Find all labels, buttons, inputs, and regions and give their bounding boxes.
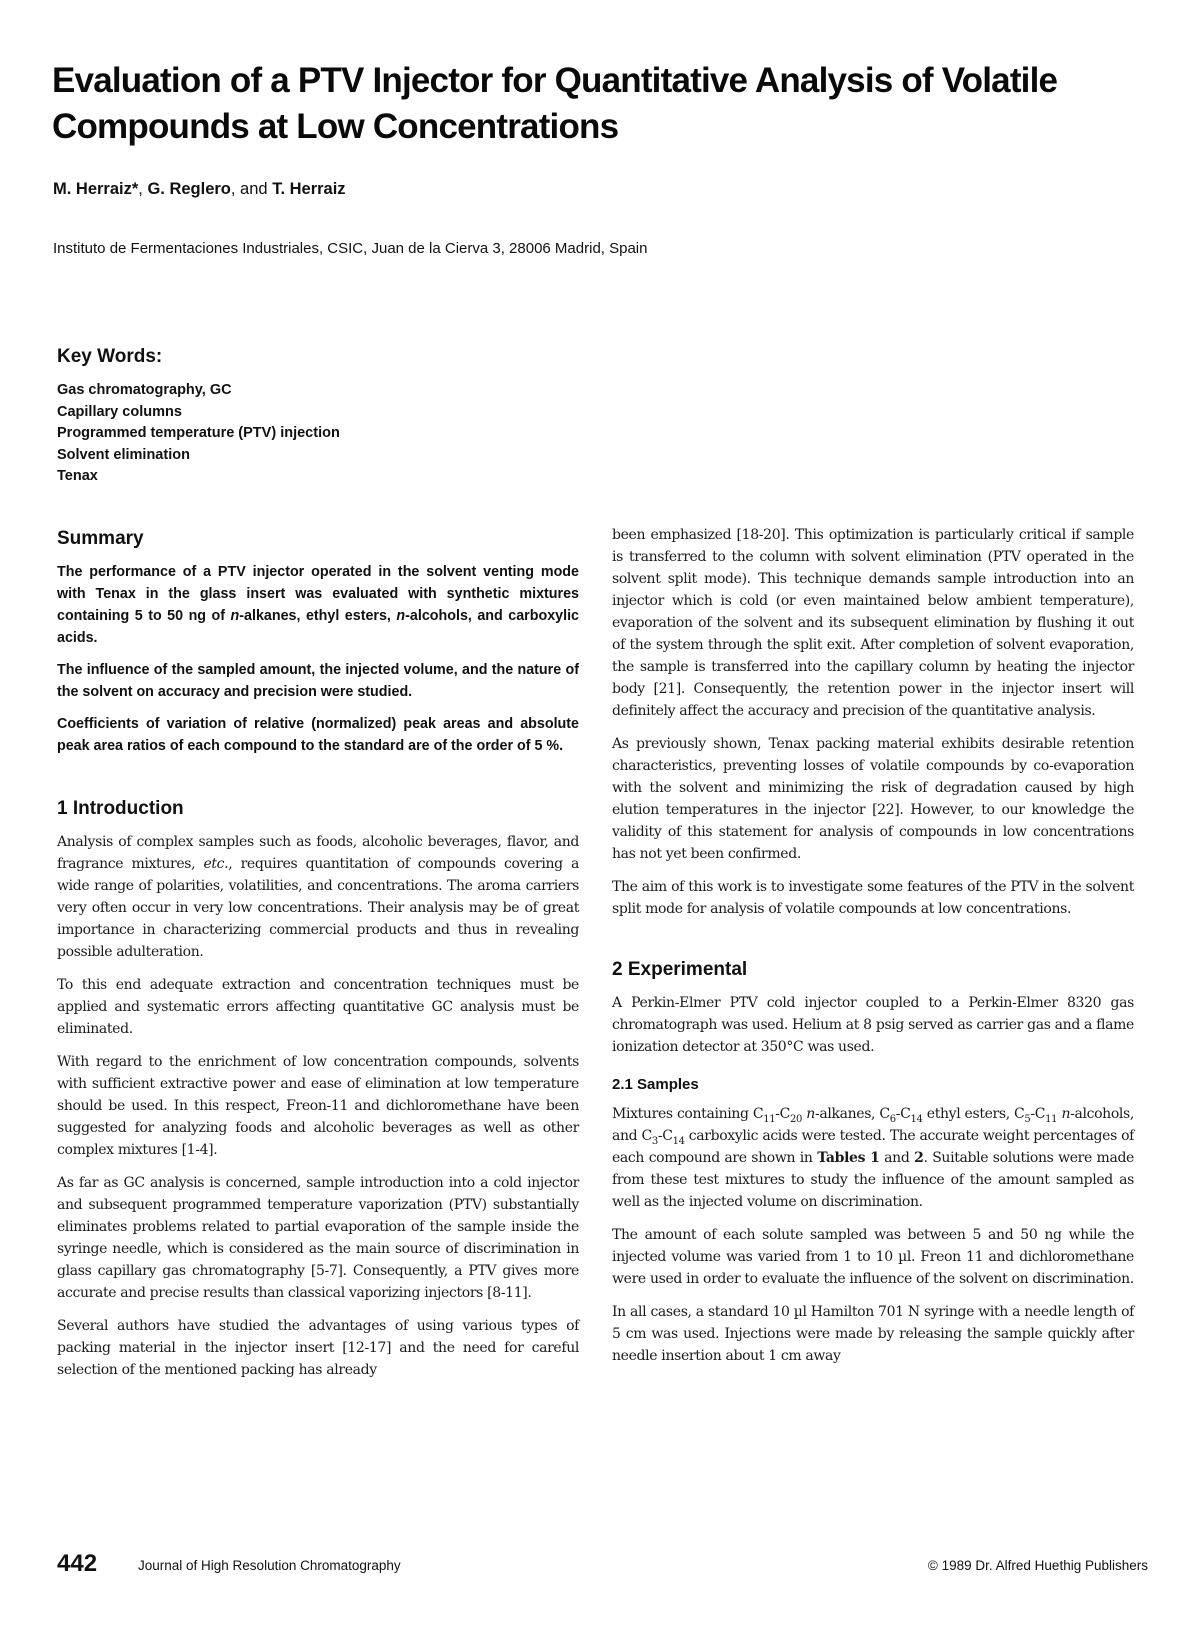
text-run: -C [657,1128,673,1144]
summary-paragraph: Coefficients of variation of relative (normalized) peak areas and absolute peak area ratios of each compound to the standard are of the order of 5 %. [57,716,579,754]
keywords-block [57,346,557,488]
text-run: ethyl esters, C [922,1106,1025,1122]
text-run: , requires quantitation of compounds covering a wide range of polarities, volatilities, and concentrations. The aroma carriers very often occur in very low concentrations. Their analysis may be of great importance in characterizing commercial products and thus in revealing possible adulteration. [57,856,579,960]
text-run: and [879,1150,915,1166]
subscript: 6 [889,1113,896,1125]
text-run: -C [1030,1106,1046,1122]
body-paragraph: With regard to the enrichment of low concentration compounds, solvents with sufficient extractive power and ease of elimination at low temperature should be used. In this respect, Freon-11 and dichloromethane have been suggested for analyzing foods and alcoholic beverages as well as other complex mixtures [1-4]. [57,1054,579,1158]
body-paragraph: To this end adequate extraction and concentration techniques must be applied and systematic errors affecting quantitative GC analysis must be eliminated. [57,977,579,1037]
keyword-item: Capillary columns [57,403,182,420]
text-run: Analysis of complex samples such as foods, alcoholic beverages, flavor, and fragrance mixtures, [57,834,579,872]
summary-heading: Summary [57,528,144,549]
journal-name: Journal of High Resolution Chromatography [138,1558,401,1573]
affiliation: Instituto de Fermentaciones Industriales, CSIC, Juan de la Cierva 3, 28006 Madrid, Spain [53,240,648,257]
keyword-item: Gas chromatography, GC [57,382,232,398]
italic-n: n [806,1106,815,1122]
text-run: -alkanes, ethyl esters, [239,608,397,624]
body-paragraph: A Perkin-Elmer PTV cold injector coupled to a Perkin-Elmer 8320 gas chromatograph was used. Helium at 8 psig served as carrier gas and a flame ionization detector at 350°C was used. [612,995,1134,1055]
table-reference: Tables 1 [817,1150,880,1166]
body-paragraph: The amount of each solute sampled was between 5 and 50 ng while the injected volume was varied from 1 to 10 µl. Freon 11 and dichloromethane were used in order to evaluate the influence of the solvent on discrimination. [612,1227,1134,1287]
author-2: G. Reglero [147,180,231,198]
introduction-section [57,797,579,1381]
summary-paragraph [57,561,579,649]
author-1: M. Herraiz* [53,180,139,198]
text-run: The performance of a PTV injector operated in the solvent venting mode with Tenax in the glass insert was evaluated with synthetic mixtures containing 5 to 50 ng of [57,564,579,624]
text-run: -C [895,1106,911,1122]
author-3: T. Herraiz [272,180,346,198]
text-run: -alcohols, and C [612,1106,1134,1144]
samples-heading: 2.1 Samples [612,1076,699,1093]
keyword-item: Solvent elimination [57,446,190,463]
body-paragraph-continued: been emphasized [18-20]. This optimization is particularly critical if sample is transferred to the column with solvent elimination (PTV operated in the solvent split mode). This technique demands sample introduction into an injector which is cold (or even maintained below ambient temperature), evaporation of the solvent and its subsequent elimination by flushing it out of the system through the split exit. After completion of solvent evaporation, the sample is transferred into the capillary column by heating the injector body [21]. Consequently, the retention power in the injector insert will definitely affect the accuracy and precision of the quantitative analysis. [612,527,1134,719]
text-run: -alcohols, and carboxylic acids. [57,608,579,646]
body-paragraph: The aim of this work is to investigate some features of the PTV in the solvent split mode for analysis of volatile compounds at low concentrations. [612,879,1134,917]
page-number: 442 [57,1550,98,1577]
subscript: 14 [910,1113,923,1125]
text-run: Mixtures containing C [612,1106,764,1122]
keywords-list [57,380,557,488]
body-paragraph [612,1103,1134,1213]
table-reference: 2 [914,1150,924,1166]
author-separator: , [138,180,148,198]
summary-paragraph: The influence of the sampled amount, the injected volume, and the nature of the solvent on accuracy and precision were studied. [57,662,579,700]
summary-section [57,527,579,757]
italic-n: n [396,608,406,624]
experimental-section [612,958,1134,1367]
body-paragraph: In all cases, a standard 10 µl Hamilton 701 N syringe with a needle length of 5 cm was used. Injections were made by releasing the sample quickly after needle insertion about 1 cm away [612,1304,1134,1364]
keyword-item: Tenax [57,468,98,484]
right-column [612,524,1134,1378]
keyword-item: Programmed temperature (PTV) injection [57,425,340,441]
subscript: 3 [651,1135,658,1147]
subscript: 5 [1024,1113,1031,1125]
text-run: . Suitable solutions were made from these test mixtures to study the influence of the amount sampled as well as the injected volume on discrimination. [612,1150,1134,1210]
body-paragraph: As previously shown, Tenax packing material exhibits desirable retention characteristics, preventing losses of volatile compounds by co-evaporation with the solvent and minimizing the risk of degradation caused by high elution temperatures in the injector [22]. However, to our knowledge the validity of this statement for analysis of compounds in low concentrations has not yet been confirmed. [612,736,1134,862]
subscript: 14 [672,1135,685,1147]
author-list [53,180,346,199]
author-separator: , and [230,180,273,198]
copyright-notice: © 1989 Dr. Alfred Huethig Publishers [927,1558,1148,1573]
text-run: carboxylic acids were tested. The accurate weight percentages of each compound are shown in [612,1128,1134,1166]
italic-etc: etc. [203,856,229,872]
experimental-heading: 2 Experimental [612,959,748,980]
introduction-heading: 1 Introduction [57,798,184,819]
left-column [57,527,579,1392]
body-paragraph: Several authors have studied the advantages of using various types of packing material in the injector insert [12-17] and the need for careful selection of the mentioned packing has already [57,1318,579,1378]
italic-n: n [230,608,240,624]
subscript: 11 [763,1113,776,1125]
paper-title: Evaluation of a PTV Injector for Quantitative Analysis of Volatile Compounds at Low Concentrations [52,61,1058,146]
italic-n: n [1061,1106,1071,1122]
body-paragraph [57,831,579,963]
subscript: 11 [1045,1113,1058,1125]
keywords-heading: Key Words: [57,346,163,367]
body-paragraph: As far as GC analysis is concerned, sample introduction into a cold injector and subsequent programmed temperature vaporization (PTV) substantially eliminates problems related to partial evaporation of the sample inside the syringe needle, which is considered as the main source of discrimination in glass capillary gas chromatography [5-7]. Consequently, a PTV gives more accurate and precise results than classical vaporizing injectors [8-11]. [57,1175,579,1301]
text-run: -C [775,1106,791,1122]
text-run: -alkanes, C [814,1106,890,1122]
subscript: 20 [790,1113,803,1125]
